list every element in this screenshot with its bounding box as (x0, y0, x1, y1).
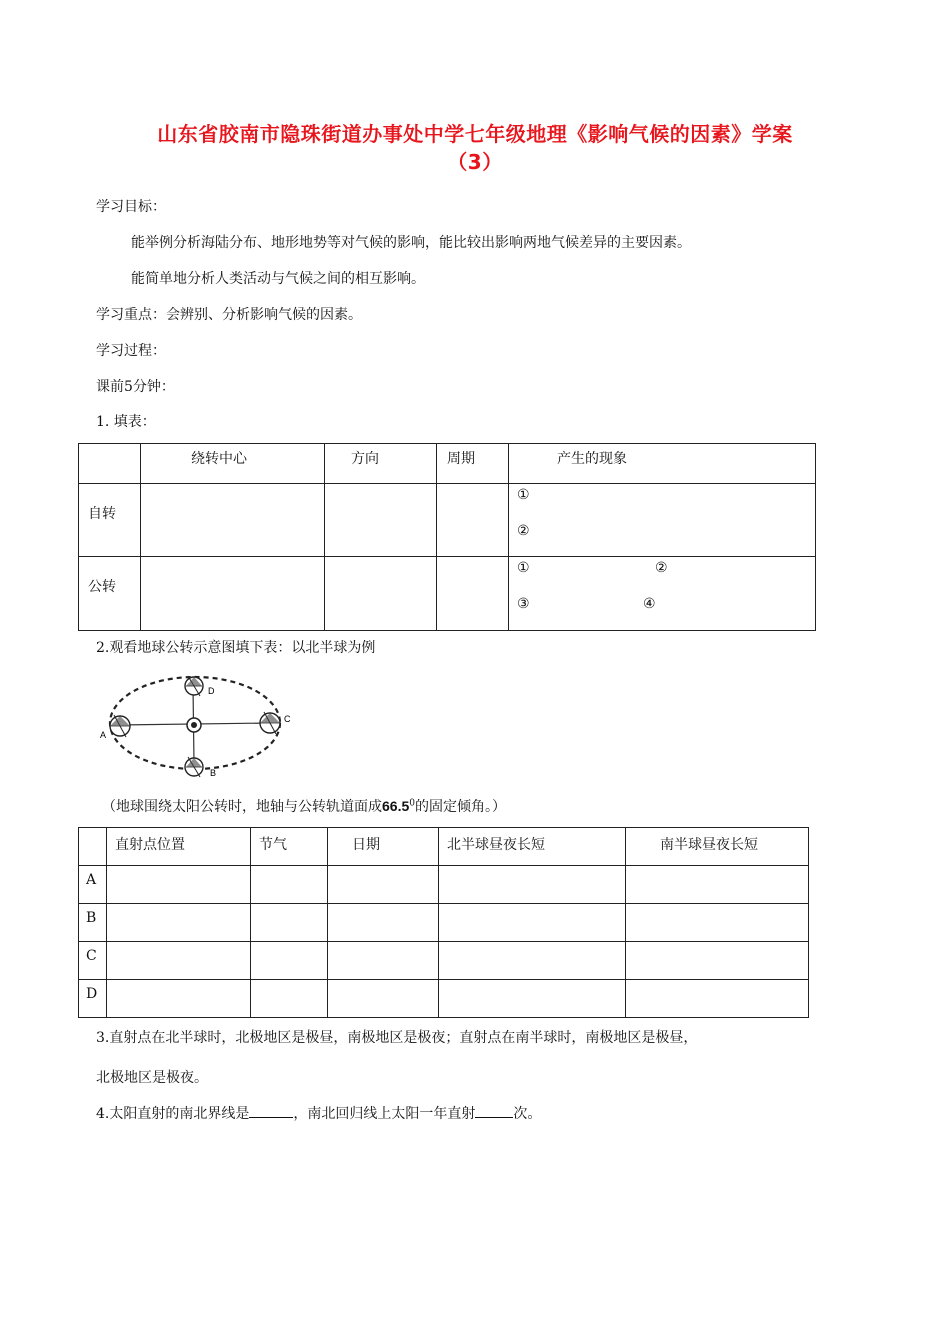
table-cell[interactable] (251, 904, 328, 942)
table-cell[interactable] (439, 904, 626, 942)
table-header-cell: 产生的现象 (509, 444, 816, 484)
table-cell[interactable] (107, 980, 251, 1018)
row-label: D (79, 980, 107, 1018)
question-3-line-2: 北极地区是极夜。 (96, 1070, 208, 1086)
table-cell[interactable] (107, 942, 251, 980)
table-cell[interactable] (325, 484, 437, 557)
table-cell[interactable] (626, 866, 809, 904)
table-cell[interactable] (328, 904, 439, 942)
goal-1: 能举例分析海陆分布、地形地势等对气候的影响，能比较出影响两地气候差异的主要因素。 (131, 235, 691, 251)
sun-icon (187, 718, 201, 732)
row-label: A (79, 866, 107, 904)
table-header-cell: 方向 (325, 444, 437, 484)
table-header-cell: 直射点位置 (107, 828, 251, 866)
question-3-line-1: 3.直射点在北半球时，北极地区是极昼，南极地区是极夜；直射点在南半球时，南极地区是极昼， (96, 1030, 698, 1046)
document-title-number: （3） (447, 150, 503, 174)
table-cell[interactable] (251, 942, 328, 980)
table-row (79, 866, 809, 904)
goals-label: 学习目标： (96, 199, 166, 215)
pre-class-label: 课前5分钟： (96, 379, 175, 395)
table-header-cell: 南半球昼夜长短 (626, 828, 809, 866)
table-cell[interactable] (626, 942, 809, 980)
table-cell[interactable] (141, 557, 325, 631)
table-header-cell: 绕转中心 (141, 444, 325, 484)
axis-tilt-note: （地球围绕太阳公转时，地轴与公转轨道面成66.5$^0$的固定倾角。） (102, 798, 506, 815)
table-cell[interactable] (251, 866, 328, 904)
row-label: 自转 (79, 484, 141, 557)
label-c: C (284, 714, 291, 724)
question-1: 1. 填表： (96, 414, 156, 430)
earth-icon (185, 757, 203, 777)
earth-orbit-diagram (98, 664, 303, 782)
table-cell[interactable] (328, 980, 439, 1018)
table-cell[interactable] (328, 942, 439, 980)
table-header-cell (79, 444, 141, 484)
table-header-cell (79, 828, 107, 866)
table-cell[interactable] (328, 866, 439, 904)
label-d: D (208, 686, 215, 696)
table-cell[interactable] (107, 904, 251, 942)
row-label: C (79, 942, 107, 980)
table-row (79, 904, 809, 942)
table-cell[interactable] (439, 980, 626, 1018)
table-header-cell: 节气 (251, 828, 328, 866)
goal-2: 能简单地分析人类活动与气候之间的相互影响。 (131, 271, 425, 287)
table-header-cell: 北半球昼夜长短 (439, 828, 626, 866)
earth-icon (185, 676, 203, 696)
table-header-cell: 日期 (328, 828, 439, 866)
document-title: 山东省胶南市隐珠街道办事处中学七年级地理《影响气候的因素》学案 (157, 122, 793, 146)
question-4: 4.太阳直射的南北界线是 ，南北回归线上太阳一年直射 次。 (96, 1106, 542, 1122)
process-label: 学习过程： (96, 343, 166, 359)
direct-sunlight-table (78, 827, 809, 1018)
question-2: 2.观看地球公转示意图填下表：以北半球为例 (96, 640, 376, 656)
table-cell[interactable] (626, 980, 809, 1018)
table-cell[interactable] (626, 904, 809, 942)
label-b: B (210, 768, 217, 778)
table-cell[interactable] (251, 980, 328, 1018)
row-label: B (79, 904, 107, 942)
table-header-cell: 周期 (437, 444, 509, 484)
table-cell[interactable]: ① ② (509, 484, 816, 557)
row-label: 公转 (79, 557, 141, 631)
table-row (79, 980, 809, 1018)
table-cell[interactable]: ① ② ③ ④ (509, 557, 816, 631)
earth-icon (260, 712, 280, 734)
rotation-revolution-table (78, 443, 816, 631)
answer-blank[interactable] (249, 1104, 293, 1118)
table-cell[interactable] (141, 484, 325, 557)
table-cell[interactable] (437, 484, 509, 557)
table-cell[interactable] (439, 866, 626, 904)
focus-text: 学习重点：会辨别、分析影响气候的因素。 (96, 307, 362, 323)
table-cell[interactable] (439, 942, 626, 980)
table-cell[interactable] (325, 557, 437, 631)
answer-blank[interactable] (475, 1104, 513, 1118)
table-row (79, 942, 809, 980)
earth-icon (110, 715, 130, 737)
table-cell[interactable] (437, 557, 509, 631)
table-cell[interactable] (107, 866, 251, 904)
label-a: A (100, 730, 107, 740)
